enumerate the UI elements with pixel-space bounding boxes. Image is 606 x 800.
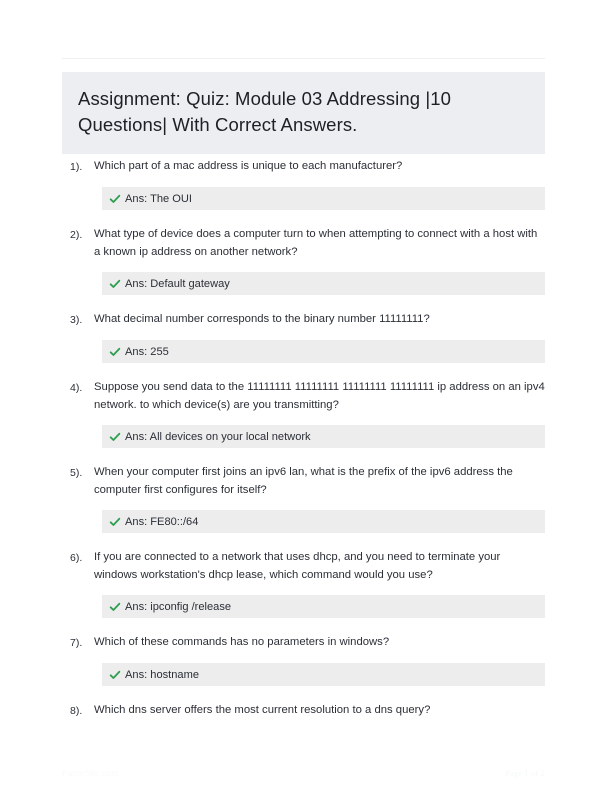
question-text: Which of these commands has no parameters in windows? bbox=[94, 636, 390, 648]
question-row bbox=[62, 464, 545, 499]
footer-page-number: Page 1 of 2 bbox=[504, 768, 545, 778]
qa-item bbox=[62, 158, 545, 210]
check-icon bbox=[109, 669, 121, 681]
answer-band bbox=[102, 272, 545, 295]
page-title: Assignment: Quiz: Module 03 Addressing |10 Questions| With Correct Answers. bbox=[78, 88, 452, 135]
question-number: 8). bbox=[70, 705, 83, 717]
qa-item bbox=[62, 464, 545, 533]
question-number: 4). bbox=[70, 382, 83, 394]
question-row bbox=[62, 702, 545, 720]
question-row bbox=[62, 634, 545, 652]
question-text: Which dns server offers the most current resolution to a dns query? bbox=[94, 704, 431, 716]
answer-text: Ans: FE80::/64 bbox=[125, 515, 199, 528]
page-footer bbox=[62, 768, 545, 778]
check-icon bbox=[109, 431, 121, 443]
answer-band bbox=[102, 340, 545, 363]
question-row bbox=[62, 158, 545, 176]
answer-band bbox=[102, 663, 545, 686]
question-number: 6). bbox=[70, 552, 83, 564]
qa-item bbox=[62, 634, 545, 686]
check-icon bbox=[109, 516, 121, 528]
question-text: When your computer first joins an ipv6 lan, what is the prefix of the ipv6 address the computer first configures for itself? bbox=[94, 466, 513, 496]
question-row bbox=[62, 379, 545, 414]
answer-band bbox=[102, 425, 545, 448]
footer-watermark: PaperSlic.com bbox=[62, 768, 119, 778]
check-icon bbox=[109, 601, 121, 613]
check-icon bbox=[109, 278, 121, 290]
answer-band bbox=[102, 510, 545, 533]
answer-text: Ans: ipconfig /release bbox=[125, 600, 232, 613]
question-text: What decimal number corresponds to the binary number 11111111? bbox=[94, 313, 430, 325]
qa-item bbox=[62, 549, 545, 618]
answer-band bbox=[102, 187, 545, 210]
answer-band bbox=[102, 595, 545, 618]
qa-item bbox=[62, 702, 545, 720]
header-divider bbox=[62, 58, 545, 59]
question-text: Suppose you send data to the 11111111 11111111 11111111 11111111 ip address on an ipv4 network. to which device(s) are you transmitting? bbox=[94, 381, 545, 411]
question-text: What type of device does a computer turn to when attempting to connect with a host with a known ip address on another network? bbox=[94, 228, 538, 258]
answer-text: Ans: 255 bbox=[125, 345, 169, 358]
question-list bbox=[62, 158, 545, 736]
question-number: 7). bbox=[70, 637, 83, 649]
question-row bbox=[62, 226, 545, 261]
answer-text: Ans: All devices on your local network bbox=[125, 430, 311, 443]
question-number: 2). bbox=[70, 229, 83, 241]
check-icon bbox=[109, 346, 121, 358]
question-number: 1). bbox=[70, 161, 83, 173]
qa-item bbox=[62, 226, 545, 295]
question-text: Which part of a mac address is unique to each manufacturer? bbox=[94, 160, 403, 172]
question-number: 5). bbox=[70, 467, 83, 479]
qa-item bbox=[62, 311, 545, 363]
question-row bbox=[62, 311, 545, 329]
question-number: 3). bbox=[70, 314, 83, 326]
question-row bbox=[62, 549, 545, 584]
check-icon bbox=[109, 193, 121, 205]
answer-text: Ans: Default gateway bbox=[125, 277, 230, 290]
qa-item bbox=[62, 379, 545, 448]
document-header bbox=[62, 72, 545, 154]
answer-text: Ans: The OUI bbox=[125, 192, 193, 205]
question-text: If you are connected to a network that uses dhcp, and you need to terminate your windows workstation's dhcp lease, which command would you use? bbox=[94, 551, 501, 581]
answer-text: Ans: hostname bbox=[125, 668, 199, 681]
